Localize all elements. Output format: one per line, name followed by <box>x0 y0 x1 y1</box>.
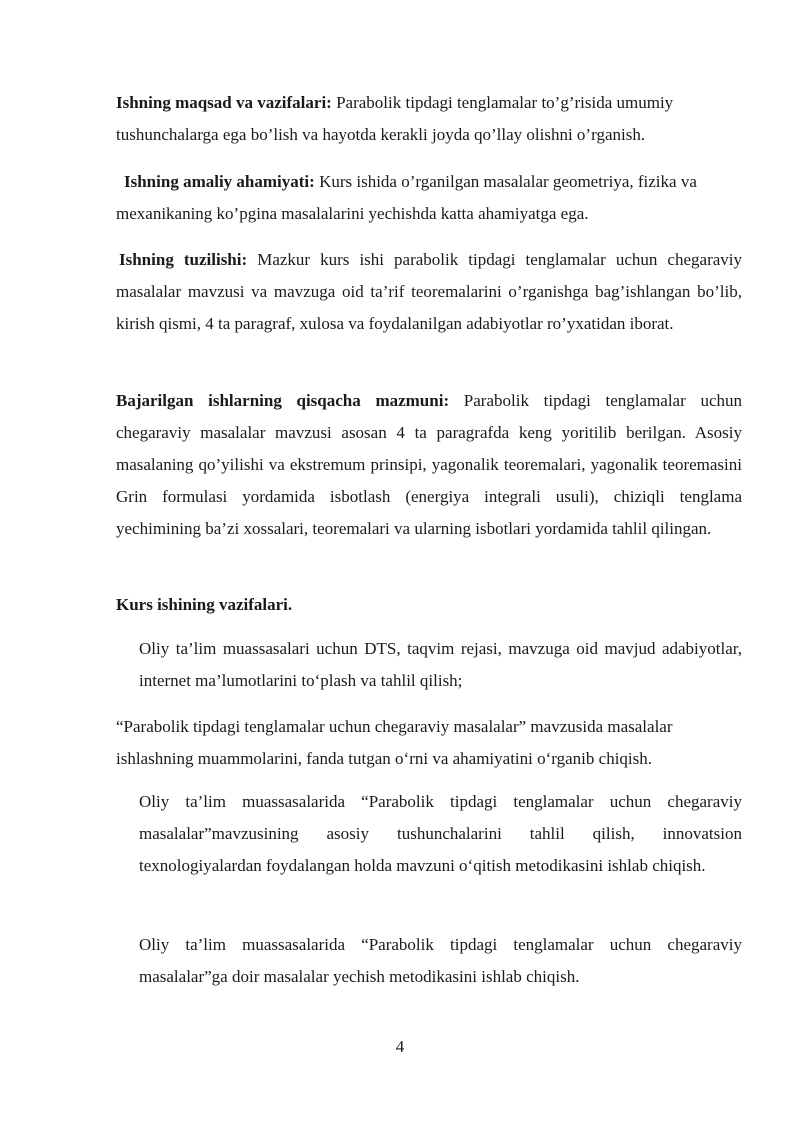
significance-text: Kurs ishida o’rganilgan masalalar geometriya, fizika va mexanikaning ko’pgina masalalarini yechishda katta ahamiyatga ega. <box>116 172 697 223</box>
structure-text: Mazkur kurs ishi parabolik tipdagi tenglamalar uchun chegaraviy masalalar mavzusi va mavzuga oid ta’rif teoremalarini o’rganishga bag’ishlangan bo’lib, kirish qismi, 4 ta paragraf, xulosa va foydalanilgan adabiyotlar ro’yxatidan iborat. <box>116 250 742 333</box>
summary-text: Parabolik tipdagi tenglamalar uchun chegaraviy masalalar mavzusi asosan 4 ta paragrafda keng yoritilib berilgan. Asosiy masalaning qo’yilishi va ekstremum prinsipi, yagonalik teoremalari, yagonalik teoremasini Grin formulasi yordamida isbotlash (energiya integrali usuli), chiziqli tenglama yechimining ba’zi xossalari, teoremalari va ularning isbotlari yordamida tahlil qilingan. <box>116 391 742 538</box>
goal-heading: Ishning maqsad va vazifalari: <box>116 93 332 112</box>
goal-paragraph <box>116 87 742 151</box>
task-item: Oliy ta’lim muassasalarida “Parabolik tipdagi tenglamalar uchun chegaraviy masalalar”mavzusining asosiy tushunchalarini tahlil qilish, innovatsion texnologiyalardan foydalangan holda mavzuni o‘qitish metodikasini ishlab chiqish. <box>139 792 742 875</box>
task-item: Oliy ta’lim muassasalarida “Parabolik tipdagi tenglamalar uchun chegaraviy masalalar”ga doir masalalar yechish metodikasini ishlab chiqish. <box>139 935 742 986</box>
task-item: “Parabolik tipdagi tenglamalar uchun chegaraviy masalalar” mavzusida masalalar ishlashning muammolarini, fanda tutgan o‘rni va ahamiyatini o‘rganib chiqish. <box>116 717 673 768</box>
structure-heading: Ishning tuzilishi: <box>119 250 248 269</box>
goal-text: Parabolik tipdagi tenglamalar to’g’risida umumiy tushunchalarga ega bo’lish va hayotda kerakli joyda qo’llay olishni o’rganish. <box>116 93 674 144</box>
tasks-heading: Kurs ishining vazifalari. <box>116 595 293 614</box>
task-item: Oliy ta’lim muassasalari uchun DTS, taqvim rejasi, mavzuga oid mavjud adabiyotlar, internet ma’lumotlarini to‘plash va tahlil qilish; <box>139 639 742 690</box>
structure-paragraph <box>116 244 742 340</box>
significance-heading: Ishning amaliy ahamiyati: <box>124 172 315 191</box>
significance-paragraph <box>116 166 742 230</box>
page-number: 4 <box>395 1037 405 1056</box>
summary-paragraph <box>116 385 742 545</box>
summary-heading: Bajarilgan ishlarning qisqacha mazmuni: <box>116 391 450 410</box>
